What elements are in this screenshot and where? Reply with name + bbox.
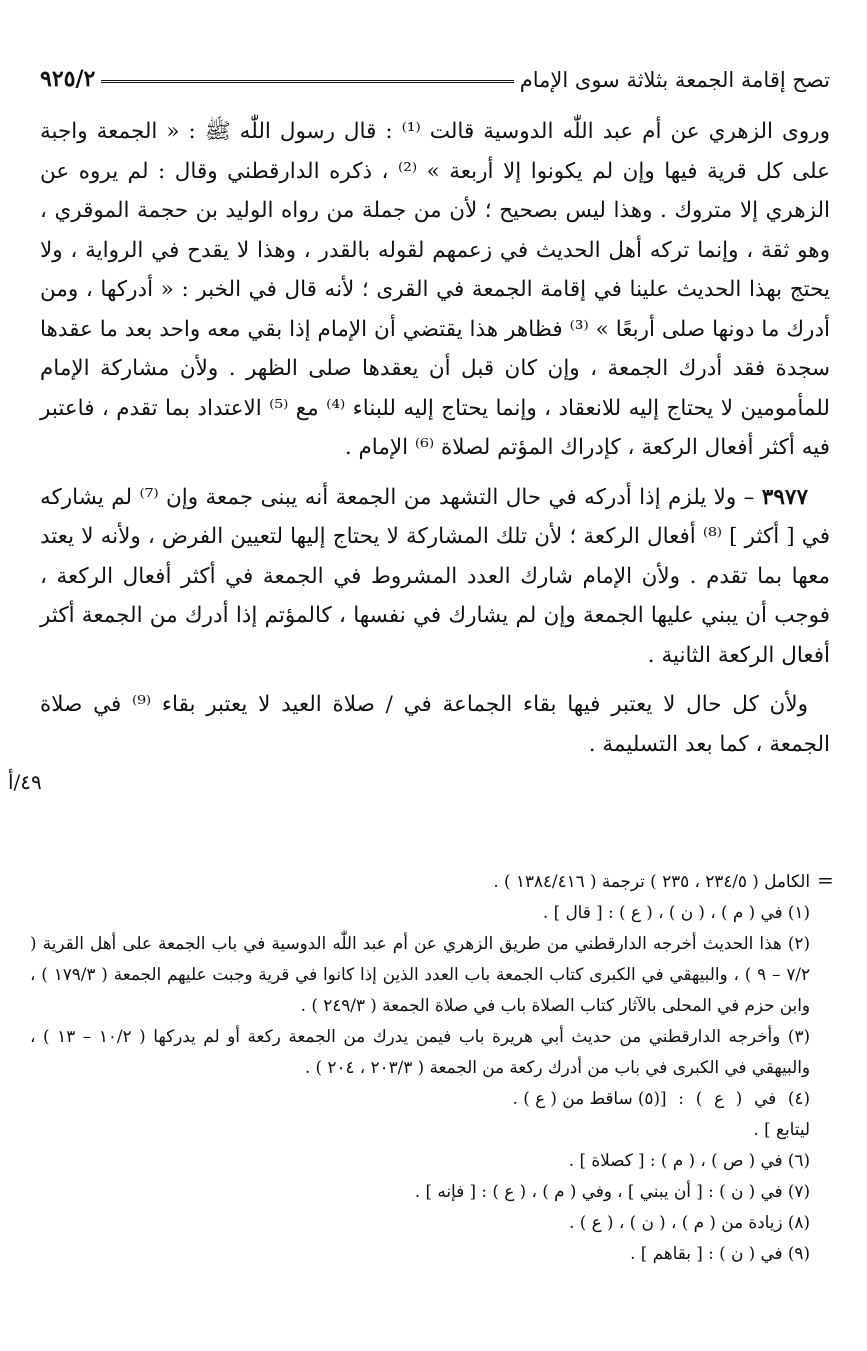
- running-header: [40, 56, 830, 92]
- footnotes: [30, 866, 810, 1269]
- closing-paragraph: ولأن كل حال لا يعتبر فيها بقاء الجماعة في / صلاة العيد لا يعتبر بقاء ⁽⁹⁾ في صلاة الجمعة ، كما بعد التسليمة .: [40, 692, 830, 757]
- chapter-title: تصح إقامة الجمعة بثلاثة سوى الإمام: [519, 68, 830, 92]
- header-rule: [101, 80, 513, 83]
- issue-paragraph: [40, 478, 830, 676]
- footnote-7: (٧) في ( ن ) : [ أن يبني ] ، وفي ( م ) ، ( ع ) : [ فإنه ] .: [414, 1181, 810, 1201]
- footnote-5: (٥) ساقط من ( ع ) .: [512, 1088, 660, 1108]
- main-text: [40, 112, 830, 764]
- issue-number: ٣٩٧٧: [761, 484, 808, 510]
- body-paragraph: وروى الزهري عن أم عبد اللّٰه الدوسية قالت ⁽¹⁾ : قال رسول اللّٰه ﷺ : « الجمعة واجبة على كل قرية فيها وإن لم يكونوا إلا أربعة » ⁽²⁾ ، ذكره الدارقطني وقال : لم يروه عن الزهري إلا متروك . وهذا ليس بصحيح ؛ لأن من جملة من رواه الوليد بن حجمة الموقري ، وهو ثقة ، وإنما تركه أهل الحديث في زعمهم لقوله بالقدر ، وهذا لا يقدح في الرواية ، ولا يحتج بهذا الحديث علينا في إقامة الجمعة في القرى ؛ لأنه قال في الخبر : « أدركها ، ومن أدرك ما دونها صلى أربعًا » ⁽³⁾ فظاهر هذا يقتضي أن الإمام إذا بقي معه واحد بعد ما عقدها سجدة فقد أدرك الجمعة ، وإن كان قبل أن يعقدها صلى الظهر . ولأن مشاركة الإمام للمأمومين لا يحتاج إليه للانعقاد ، وإنما يحتاج إليه للبناء ⁽⁴⁾ مع ⁽⁵⁾ الاعتداد بما تقدم ، فاعتبر فيه أكثر أفعال الركعة ، كإدراك المؤتم لصلاة ⁽⁶⁾ الإمام .: [40, 119, 831, 460]
- footnote-row-4-5: [30, 1083, 810, 1145]
- footnote-4: (٤) في ( ع ) : [ ليتابع ] .: [660, 1088, 810, 1139]
- footnote-continued: الكامل ( ٢٣٤/٥ ، ٢٣٥ ) ترجمة ( ١٣٨٤/٤١٦ ) .: [493, 871, 810, 891]
- footnote-continuation-marker: =: [817, 868, 834, 892]
- page-number: ٩٢٥/٢: [40, 66, 96, 92]
- footnote-1: (١) في ( م ) ، ( ن ) ، ( ع ) : [ قال ] .: [542, 902, 810, 922]
- footnote-3: (٣) وأخرجه الدارقطني من حديث أبي هريرة باب فيمن يدرك من الجمعة ركعة أو لم يدركها ( ١٠/٢ – ١٣ ) ، والبيهقي في الكبرى في باب من أدرك ركعة من الجمعة ( ٢٠٣/٣ ، ٢٠٤ ) .: [30, 1026, 811, 1077]
- footnote-8: (٨) زيادة من ( م ) ، ( ن ) ، ( ع ) .: [569, 1212, 810, 1232]
- manuscript-folio-marker: ٤٩/أ: [8, 770, 42, 794]
- footnote-6: (٦) في ( ص ) ، ( م ) : [ كصلاة ] .: [568, 1150, 810, 1170]
- footnote-2: (٢) هذا الحديث أخرجه الدارقطني من طريق الزهري عن أم عبد اللّٰه الدوسية في باب الجمعة على أهل القرية ( ٧/٢ – ٩ ) ، والبيهقي في الكبرى كتاب الجمعة باب العدد الذين إذا كانوا في قرية وجبت عليهم الجمعة ( ١٧٩/٣ ) ، وابن حزم في المحلى بالآثار كتاب الصلاة باب في صلاة الجمعة ( ٢٤٩/٣ ) .: [30, 933, 811, 1015]
- footnote-9: (٩) في ( ن ) : [ بقاهم ] .: [630, 1243, 810, 1263]
- issue-text: – ولا يلزم إذا أدركه في حال التشهد من الجمعة أنه يبنى جمعة وإن ⁽⁷⁾ لم يشاركه في [ أكثر ] ⁽⁸⁾ أفعال الركعة ؛ لأن تلك المشاركة لا يحتاج إليها لتعيين الفرض ، ولأنه لا يعتد معها بما تقدم . ولأن الإمام شارك العدد المشروط في الجمعة في أكثر أفعال الركعة ، فوجب أن يبني عليها الجمعة وإن لم يشارك في نفسها ، كالمؤتم إذا أدرك من الجمعة أكثر أفعال الركعة الثانية .: [40, 484, 830, 668]
